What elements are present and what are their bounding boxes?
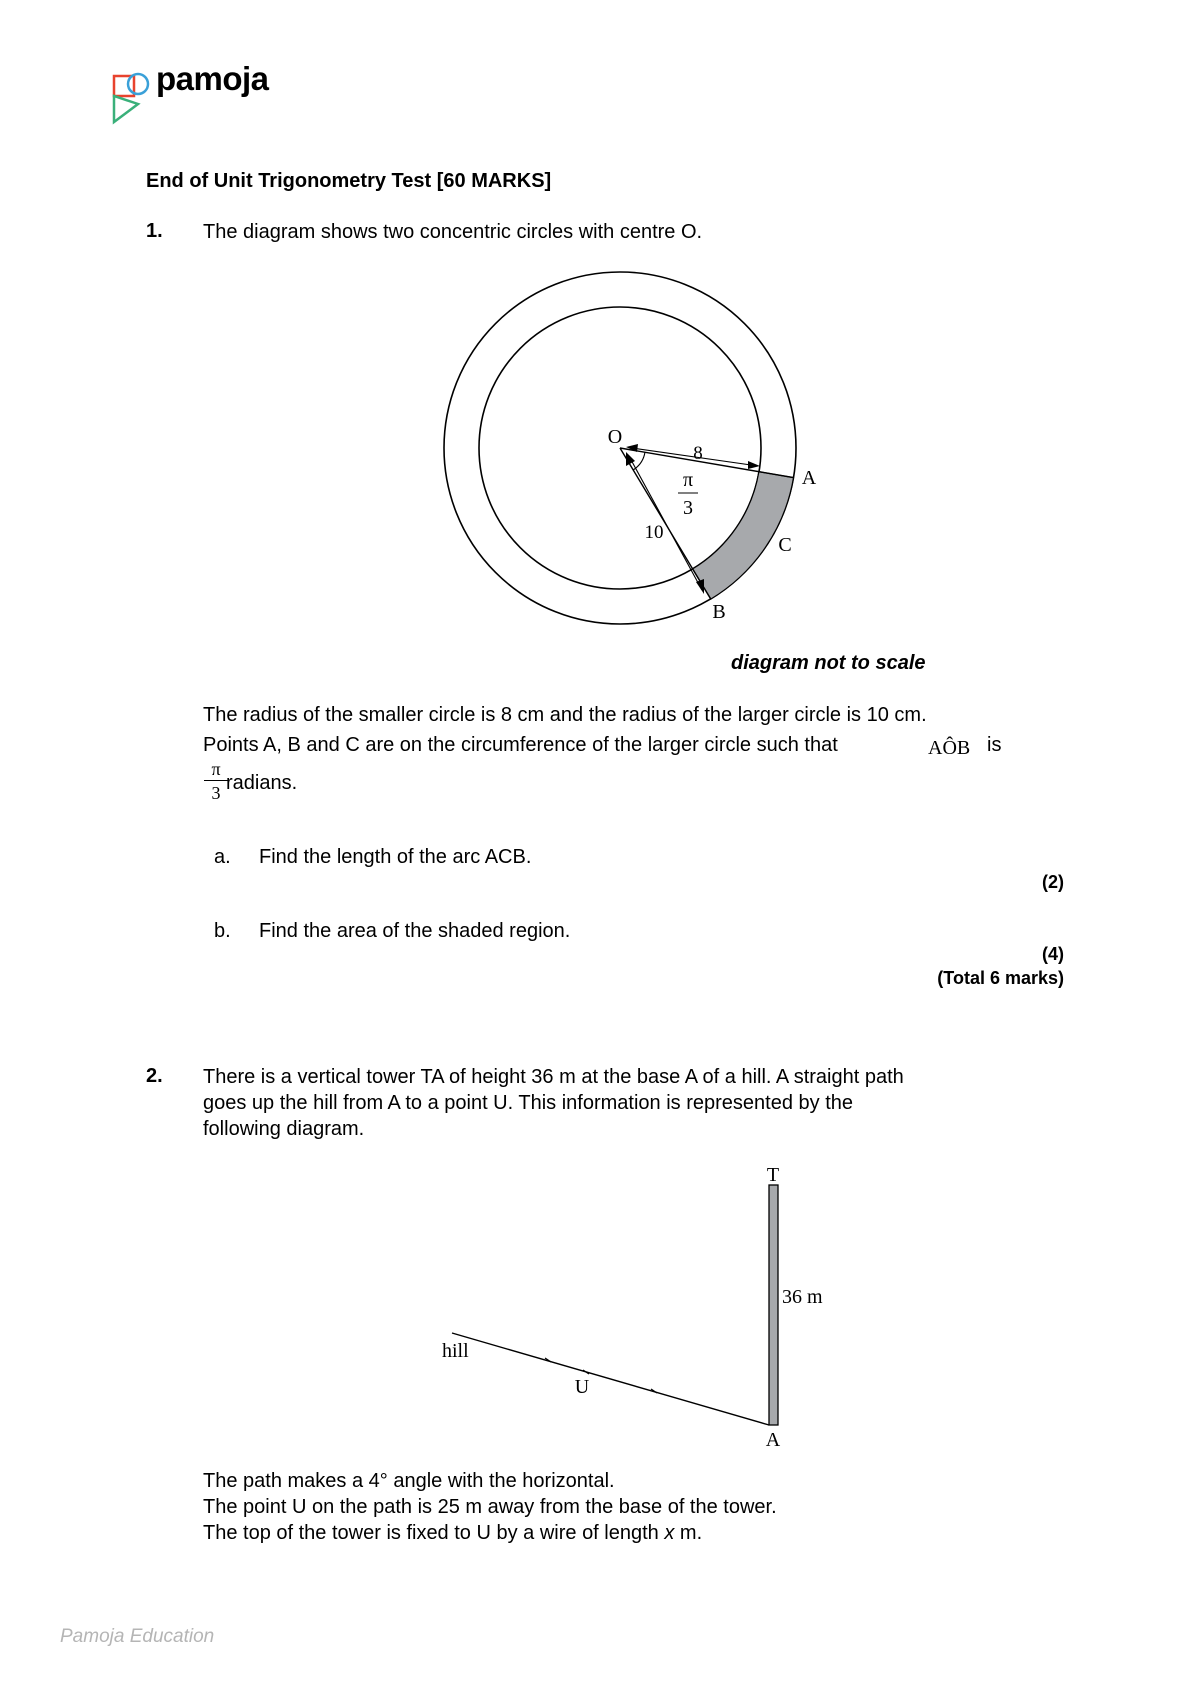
radius-OA — [620, 448, 794, 478]
label-height: 36 m — [782, 1286, 823, 1308]
q2-fact-2: The point U on the path is 25 m away from the base of the tower. — [203, 1496, 777, 1518]
label-C: C — [778, 534, 792, 556]
label-10: 10 — [644, 522, 664, 543]
q2-fact-3-text: The top of the tower is fixed to U by a wire of length — [203, 1522, 659, 1544]
concentric-circles-diagram — [440, 268, 840, 638]
q2-line-3: following diagram. — [203, 1118, 365, 1140]
question-1-number: 1. — [146, 220, 163, 242]
question-2-number: 2. — [146, 1065, 163, 1087]
angle-3: 3 — [683, 497, 693, 519]
part-b-marks: (4) — [1042, 944, 1064, 964]
question-1-intro: The diagram shows two concentric circles with centre O. — [203, 221, 703, 243]
part-b-text: Find the area of the shaded region. — [259, 920, 571, 942]
q2-fact-3-unit: m. — [674, 1522, 703, 1544]
label-T: T — [766, 1164, 780, 1186]
label-U: U — [574, 1376, 590, 1398]
q1-line-2-end: is — [987, 734, 1002, 756]
fraction-denominator: 3 — [211, 783, 221, 803]
tower-hill-diagram — [430, 1160, 850, 1460]
fraction-numerator: π — [204, 758, 228, 781]
footer-text: Pamoja Education — [60, 1626, 215, 1647]
variable-x: x — [664, 1522, 675, 1544]
label-hill: hill — [442, 1340, 469, 1362]
part-a-letter: a. — [214, 846, 231, 868]
q1-line-1: The radius of the smaller circle is 8 cm and the radius of the larger circle is 10 cm. — [203, 704, 927, 726]
diagram-note: diagram not to scale — [731, 652, 926, 674]
part-a-marks: (2) — [1042, 872, 1064, 892]
q1-line-2: Points A, B and C are on the circumference of the larger circle such that — [203, 734, 838, 756]
label-B: B — [712, 601, 726, 623]
hill-path — [452, 1333, 769, 1425]
page-title: End of Unit Trigonometry Test [60 MARKS] — [146, 170, 552, 192]
q2-line-2: goes up the hill from A to a point U. This information is represented by the — [203, 1092, 853, 1114]
angle-AOB: AÔB — [928, 737, 971, 759]
label-O: O — [607, 426, 623, 448]
label-A-base: A — [765, 1429, 781, 1451]
q2-fact-1: The path makes a 4° angle with the horizontal. — [203, 1470, 615, 1492]
fraction-pi-over-3 — [204, 758, 228, 805]
part-a-text: Find the length of the arc ACB. — [259, 846, 532, 868]
label-8: 8 — [693, 443, 703, 464]
q1-total-marks: (Total 6 marks) — [937, 968, 1064, 988]
q1-line-3: radians. — [226, 772, 298, 794]
part-b-letter: b. — [214, 920, 231, 942]
q2-fact-3 — [203, 1520, 702, 1546]
angle-pi: π — [682, 469, 694, 491]
brand-name: pamoja — [156, 60, 269, 97]
q2-line-1: There is a vertical tower TA of height 36 m at the base A of a hill. A straight path — [203, 1066, 904, 1088]
tower — [769, 1185, 778, 1425]
label-A: A — [801, 467, 817, 489]
